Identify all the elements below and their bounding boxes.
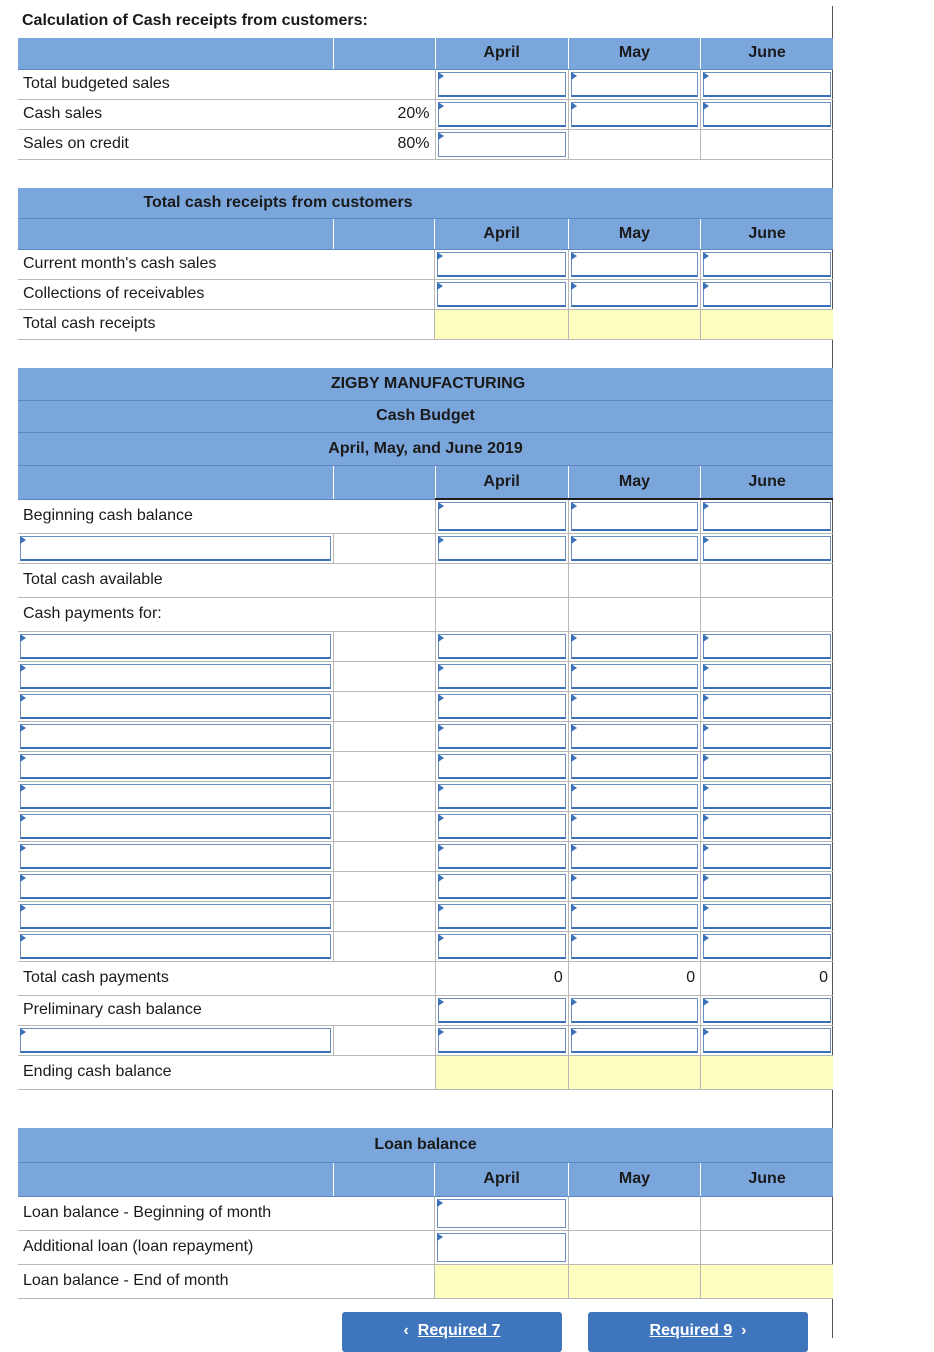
amount-input[interactable]: [703, 998, 831, 1023]
payment-label-input[interactable]: [20, 874, 331, 899]
row-label: Loan balance - Beginning of month: [18, 1196, 334, 1230]
month-header: April: [435, 218, 568, 249]
table-row: [18, 995, 833, 1025]
amount-input[interactable]: [438, 634, 566, 659]
prev-button-label: Required 7: [417, 1322, 501, 1339]
amount-input[interactable]: [571, 664, 698, 689]
amount-input[interactable]: [571, 724, 698, 749]
cash-budget-table: [18, 368, 833, 1090]
budget-title: Cash Budget: [18, 400, 833, 432]
amount-input[interactable]: [703, 844, 831, 869]
percent-value: 20%: [334, 99, 435, 129]
amount-input[interactable]: [703, 934, 831, 959]
amount-input[interactable]: [438, 844, 566, 869]
table-row: [18, 1196, 833, 1230]
section-title-row: [18, 1128, 833, 1162]
month-header: June: [701, 465, 833, 499]
payment-label-input[interactable]: [20, 634, 331, 659]
amount-input[interactable]: [571, 634, 698, 659]
table-row: [18, 129, 833, 159]
section-title: Total cash receipts from customers: [18, 188, 833, 218]
total-cell: [701, 309, 833, 339]
label-input[interactable]: [20, 536, 331, 561]
table-row: [18, 69, 833, 99]
amount-input[interactable]: [703, 72, 831, 97]
month-header: June: [701, 218, 833, 249]
row-label: Loan balance - End of month: [18, 1264, 334, 1298]
table-row: [18, 533, 833, 563]
month-header-row: [18, 38, 833, 69]
next-button-label: Required 9: [649, 1322, 733, 1339]
month-header: May: [568, 1162, 700, 1196]
table-row: [18, 961, 833, 995]
amount-input[interactable]: [437, 252, 565, 277]
amount-input[interactable]: [703, 634, 831, 659]
payment-label-input[interactable]: [20, 724, 331, 749]
amount-input[interactable]: [437, 282, 565, 307]
table-row: [18, 249, 833, 279]
amount-input[interactable]: [438, 784, 566, 809]
amount-input[interactable]: [703, 102, 831, 127]
table-row: [18, 1264, 833, 1298]
row-label: Total cash payments: [18, 961, 334, 995]
payment-row: [18, 661, 833, 691]
total-cell: [568, 1264, 700, 1298]
amount-input[interactable]: [571, 502, 698, 531]
amount-input[interactable]: [703, 784, 831, 809]
amount-input[interactable]: [571, 1028, 698, 1053]
loan-balance-table: [18, 1128, 833, 1299]
total-cell: [701, 1055, 833, 1089]
payment-row: [18, 721, 833, 751]
budget-period: April, May, and June 2019: [18, 432, 833, 465]
payment-row: [18, 751, 833, 781]
amount-input[interactable]: [571, 784, 698, 809]
table-row: [18, 1230, 833, 1264]
payment-label-input[interactable]: [20, 784, 331, 809]
percent-value: 80%: [334, 129, 435, 159]
month-header: April: [435, 38, 568, 69]
amount-input[interactable]: [438, 102, 566, 127]
receipts-calc-table: [18, 38, 833, 160]
amount-input[interactable]: [438, 814, 566, 839]
row-label: Collections of receivables: [18, 279, 334, 309]
month-header: June: [701, 1162, 833, 1196]
amount-input[interactable]: [571, 754, 698, 779]
amount-input[interactable]: [703, 874, 831, 899]
payment-row: [18, 811, 833, 841]
label-input[interactable]: [20, 1028, 331, 1053]
row-label: Additional loan (loan repayment): [18, 1230, 334, 1264]
payment-label-input[interactable]: [20, 754, 331, 779]
amount-input[interactable]: [438, 536, 566, 561]
amount-input[interactable]: [571, 282, 698, 307]
amount-input[interactable]: [438, 502, 566, 531]
section-title-row: [18, 432, 833, 465]
amount-input[interactable]: [703, 502, 831, 531]
payment-label-input[interactable]: [20, 934, 331, 959]
payment-label-input[interactable]: [20, 844, 331, 869]
table-row: [18, 279, 833, 309]
amount-input[interactable]: [438, 754, 566, 779]
row-label: Preliminary cash balance: [18, 995, 334, 1025]
amount-input[interactable]: [438, 998, 566, 1023]
table-row: [18, 563, 833, 597]
month-header: May: [568, 38, 700, 69]
amount-input[interactable]: [571, 102, 698, 127]
amount-input[interactable]: [438, 694, 566, 719]
amount-input[interactable]: [437, 1199, 565, 1228]
total-cell: [435, 1264, 568, 1298]
amount-input[interactable]: [571, 998, 698, 1023]
amount-input[interactable]: [703, 536, 831, 561]
payment-label-input[interactable]: [20, 664, 331, 689]
row-label: Sales on credit: [18, 129, 334, 159]
total-payments-value: 0: [701, 961, 833, 995]
month-header: May: [568, 218, 700, 249]
section-title-row: [18, 368, 833, 400]
amount-input[interactable]: [438, 72, 566, 97]
payment-row: [18, 871, 833, 901]
total-payments-value: 0: [568, 961, 700, 995]
cash-receipts-table: [18, 188, 833, 340]
section-title: Loan balance: [18, 1128, 833, 1162]
amount-input[interactable]: [571, 934, 698, 959]
prev-required-button[interactable]: [342, 1312, 562, 1352]
row-label: Total cash available: [18, 563, 334, 597]
payment-row: [18, 631, 833, 661]
amount-input[interactable]: [703, 724, 831, 749]
table-row: [18, 597, 833, 631]
row-label: Total cash receipts: [18, 309, 334, 339]
amount-input[interactable]: [703, 754, 831, 779]
month-header-row: [18, 1162, 833, 1196]
payment-row: [18, 841, 833, 871]
amount-input[interactable]: [571, 252, 698, 277]
amount-input[interactable]: [571, 814, 698, 839]
month-header: April: [435, 1162, 568, 1196]
section-title-row: [18, 188, 833, 218]
month-header: June: [701, 38, 833, 69]
total-cell: [568, 1055, 700, 1089]
total-cell: [435, 309, 568, 339]
table-row: [18, 1025, 833, 1055]
amount-input[interactable]: [703, 1028, 831, 1053]
payment-row: [18, 931, 833, 961]
amount-input[interactable]: [438, 664, 566, 689]
table-row: [18, 1055, 833, 1089]
chevron-right-icon: ›: [741, 1322, 747, 1339]
total-cell: [435, 1055, 568, 1089]
amount-input[interactable]: [571, 72, 698, 97]
row-label: Current month's cash sales: [18, 249, 334, 279]
amount-input[interactable]: [703, 694, 831, 719]
month-header-row: [18, 218, 833, 249]
amount-input[interactable]: [571, 844, 698, 869]
section-title-row: [18, 400, 833, 432]
payment-label-input[interactable]: [20, 904, 331, 929]
amount-input[interactable]: [438, 874, 566, 899]
amount-input[interactable]: [571, 874, 698, 899]
total-cell: [701, 1264, 833, 1298]
amount-input[interactable]: [438, 724, 566, 749]
amount-input[interactable]: [437, 1233, 565, 1262]
amount-input[interactable]: [703, 664, 831, 689]
payment-row: [18, 781, 833, 811]
amount-input[interactable]: [703, 814, 831, 839]
total-cell: [568, 309, 700, 339]
month-header: May: [568, 465, 700, 499]
row-label: Cash payments for:: [18, 597, 334, 631]
amount-input[interactable]: [438, 1028, 566, 1053]
row-label: Beginning cash balance: [18, 499, 334, 533]
payment-row: [18, 691, 833, 721]
amount-input[interactable]: [571, 536, 698, 561]
row-label: Total budgeted sales: [18, 69, 334, 99]
amount-input[interactable]: [438, 904, 566, 929]
total-payments-value: 0: [435, 961, 568, 995]
table-row: [18, 99, 833, 129]
chevron-left-icon: ‹: [403, 1322, 409, 1339]
table-row: [18, 309, 833, 339]
amount-input[interactable]: [571, 694, 698, 719]
amount-input[interactable]: [438, 132, 566, 157]
payment-label-input[interactable]: [20, 814, 331, 839]
month-header-row: [18, 465, 833, 499]
table-row: [18, 499, 833, 533]
amount-input[interactable]: [703, 904, 831, 929]
amount-input[interactable]: [438, 934, 566, 959]
amount-input[interactable]: [703, 282, 831, 307]
next-required-button[interactable]: [588, 1312, 808, 1352]
payment-label-input[interactable]: [20, 694, 331, 719]
amount-input[interactable]: [703, 252, 831, 277]
page-title: Calculation of Cash receipts from customers:: [22, 12, 368, 29]
row-label: Cash sales: [18, 99, 334, 129]
row-label: Ending cash balance: [18, 1055, 334, 1089]
month-header: April: [435, 465, 568, 499]
amount-input[interactable]: [571, 904, 698, 929]
company-name: ZIGBY MANUFACTURING: [18, 368, 833, 400]
payment-row: [18, 901, 833, 931]
